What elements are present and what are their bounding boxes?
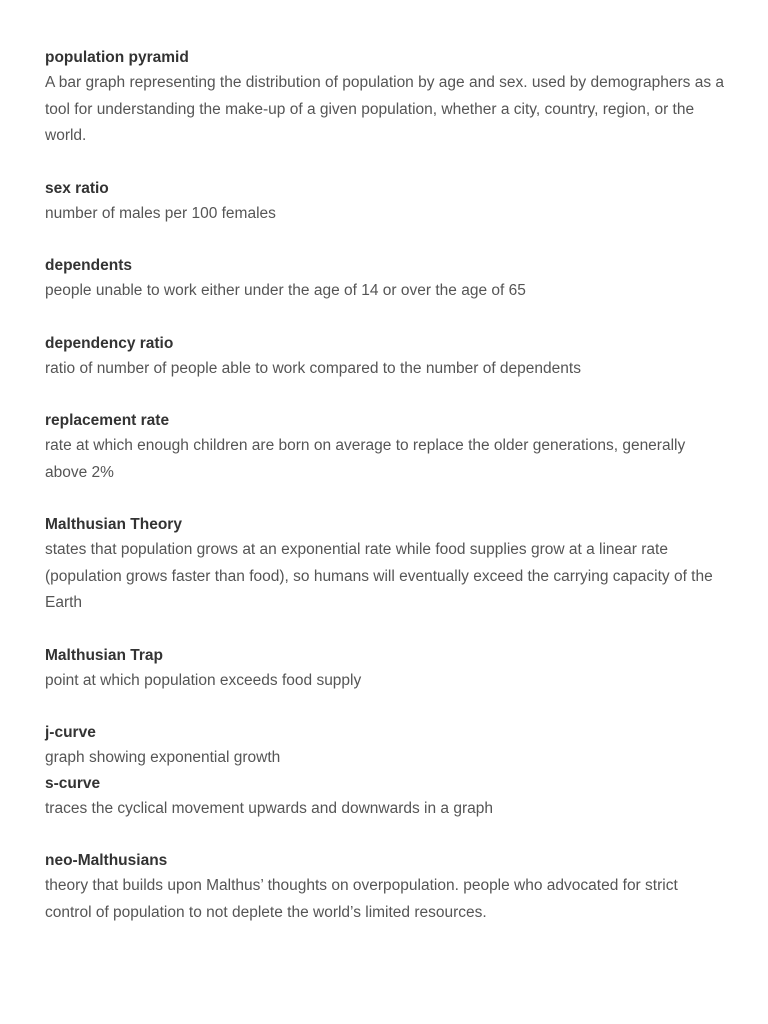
glossary-definition: ratio of number of people able to work compared to the number of dependents [45, 359, 581, 377]
glossary-entry-sex-ratio [45, 177, 725, 228]
glossary-term: Malthusian Trap [45, 646, 163, 664]
glossary-entry-population-pyramid [45, 46, 725, 150]
glossary-definition: traces the cyclical movement upwards and downwards in a graph [45, 799, 494, 817]
glossary-entry-s-curve [45, 772, 725, 823]
glossary-term: population pyramid [45, 49, 189, 66]
glossary-entry-replacement-rate [45, 409, 725, 486]
glossary-definition: rate at which enough children are born on average to replace the older generations, generally above 2% [45, 437, 686, 481]
glossary-entry-dependents [45, 254, 725, 305]
glossary-term: dependents [45, 257, 132, 274]
glossary-term: j-curve [45, 724, 96, 741]
glossary-term: replacement rate [45, 412, 170, 429]
glossary-entry-neo-malthusians [45, 849, 725, 926]
glossary-definition: graph showing exponential growth [45, 749, 281, 766]
glossary-definition: A bar graph representing the distribution of population by age and sex. used by demographers as a tool for understanding the make-up of a given population, whether a city, country, region, or the world. [45, 74, 725, 144]
glossary-entry-malthusian-trap [45, 644, 725, 695]
glossary-entry-j-curve [45, 721, 725, 772]
glossary-definition: number of males per 100 females [45, 204, 276, 222]
glossary-term: s-curve [45, 774, 101, 792]
glossary-term: neo-Malthusians [45, 852, 168, 869]
glossary-term: Malthusian Theory [45, 516, 182, 533]
glossary-term: sex ratio [45, 179, 109, 197]
glossary-entry-dependency-ratio [45, 332, 725, 383]
glossary-entry-malthusian-theory [45, 513, 725, 617]
glossary-term: dependency ratio [45, 334, 174, 352]
glossary-definition: states that population grows at an exponential rate while food supplies grow at a linear rate (population grows faster than food), so humans will eventually exceed the carrying capacity of the Earth [45, 541, 713, 611]
glossary-definition: point at which population exceeds food supply [45, 671, 362, 689]
glossary-definition: people unable to work either under the age of 14 or over the age of 65 [45, 282, 526, 299]
glossary-definition: theory that builds upon Malthus’ thoughts on overpopulation. people who advocated for strict control of population to not deplete the world’s limited resources. [45, 877, 678, 921]
glossary-page [45, 46, 725, 953]
